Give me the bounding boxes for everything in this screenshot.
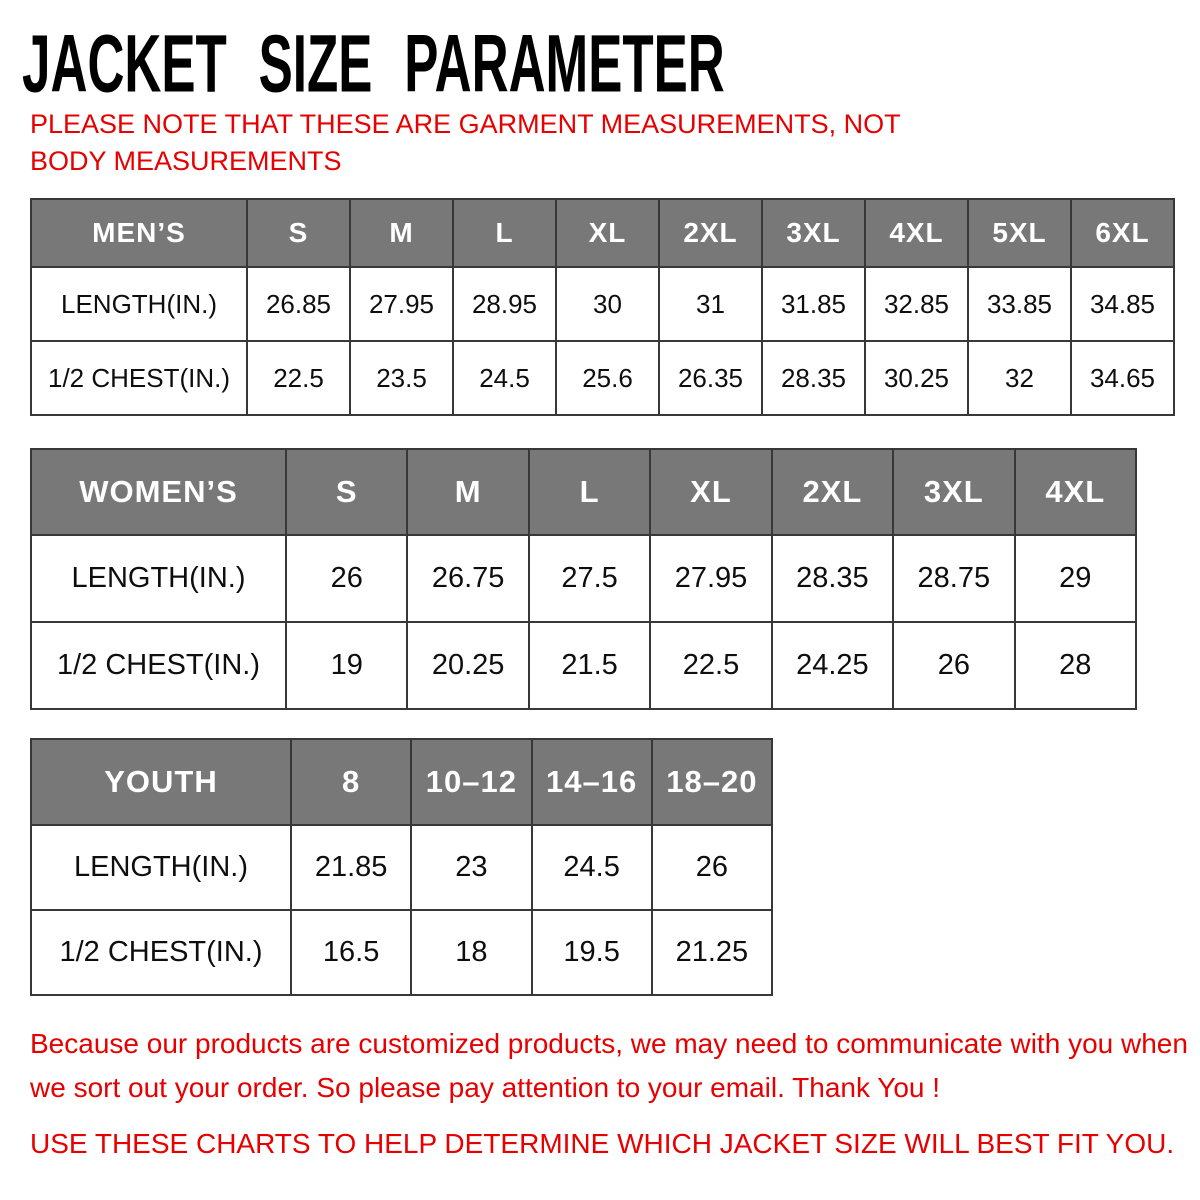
mens-size-table <box>30 198 1175 416</box>
mens-header-row <box>31 199 1174 267</box>
size-value-cell: 31.85 <box>762 267 865 341</box>
womens-size-column-header: 3XL <box>893 449 1014 535</box>
size-value-cell: 23 <box>411 825 531 910</box>
youth-size-column-header: 14–16 <box>532 739 652 825</box>
womens-table-row <box>31 535 1136 622</box>
size-value-cell: 22.5 <box>650 622 771 709</box>
mens-size-column-header: S <box>247 199 350 267</box>
mens-size-column-header: 3XL <box>762 199 865 267</box>
womens-size-table <box>30 448 1137 710</box>
size-value-cell: 32 <box>968 341 1071 415</box>
youth-size-column-header: 18–20 <box>652 739 772 825</box>
mens-size-column-header: 4XL <box>865 199 968 267</box>
youth-size-column-header: 10–12 <box>411 739 531 825</box>
youth-table-row <box>31 910 772 995</box>
size-value-cell: 24.5 <box>453 341 556 415</box>
youth-header-row <box>31 739 772 825</box>
size-value-cell: 27.95 <box>650 535 771 622</box>
size-value-cell: 16.5 <box>291 910 411 995</box>
size-value-cell: 28.35 <box>772 535 893 622</box>
youth-size-column-header: 8 <box>291 739 411 825</box>
mens-size-column-header: XL <box>556 199 659 267</box>
mens-size-column-header: 5XL <box>968 199 1071 267</box>
measurement-row-label: 1/2 CHEST(IN.) <box>31 341 247 415</box>
size-value-cell: 30.25 <box>865 341 968 415</box>
size-value-cell: 26 <box>652 825 772 910</box>
womens-size-column-header: L <box>529 449 650 535</box>
mens-table-row <box>31 267 1174 341</box>
size-value-cell: 18 <box>411 910 531 995</box>
page-title: JACKET SIZE PARAMETER <box>22 17 725 110</box>
size-value-cell: 26.85 <box>247 267 350 341</box>
size-value-cell: 28 <box>1015 622 1136 709</box>
size-value-cell: 25.6 <box>556 341 659 415</box>
measurement-row-label: 1/2 CHEST(IN.) <box>31 622 286 709</box>
size-value-cell: 27.95 <box>350 267 453 341</box>
womens-table-row <box>31 622 1136 709</box>
size-value-cell: 23.5 <box>350 341 453 415</box>
womens-size-column-header: 4XL <box>1015 449 1136 535</box>
size-value-cell: 21.25 <box>652 910 772 995</box>
mens-size-column-header: L <box>453 199 556 267</box>
size-value-cell: 31 <box>659 267 762 341</box>
size-value-cell: 22.5 <box>247 341 350 415</box>
womens-header-row <box>31 449 1136 535</box>
youth-size-table <box>30 738 773 996</box>
youth-table-row <box>31 825 772 910</box>
size-value-cell: 26 <box>893 622 1014 709</box>
custom-products-note: Because our products are customized products, we may need to communicate with you when we sort out your order. So please pay attention to your email. Thank You ! <box>30 1028 1188 1103</box>
size-value-cell: 24.5 <box>532 825 652 910</box>
size-value-cell: 21.85 <box>291 825 411 910</box>
fit-advice-note: USE THESE CHARTS TO HELP DETERMINE WHICH JACKET SIZE WILL BEST FIT YOU. <box>30 1128 1175 1159</box>
size-value-cell: 24.25 <box>772 622 893 709</box>
mens-table-row <box>31 341 1174 415</box>
size-value-cell: 28.95 <box>453 267 556 341</box>
womens-size-column-header: 2XL <box>772 449 893 535</box>
size-value-cell: 21.5 <box>529 622 650 709</box>
mens-size-column-header: M <box>350 199 453 267</box>
size-value-cell: 19.5 <box>532 910 652 995</box>
mens-size-column-header: 6XL <box>1071 199 1174 267</box>
womens-size-column-header: M <box>407 449 528 535</box>
size-value-cell: 19 <box>286 622 407 709</box>
size-value-cell: 33.85 <box>968 267 1071 341</box>
size-value-cell: 30 <box>556 267 659 341</box>
size-value-cell: 26 <box>286 535 407 622</box>
size-value-cell: 28.75 <box>893 535 1014 622</box>
size-value-cell: 20.25 <box>407 622 528 709</box>
mens-size-column-header: 2XL <box>659 199 762 267</box>
womens-size-column-header: S <box>286 449 407 535</box>
garment-measurement-note: PLEASE NOTE THAT THESE ARE GARMENT MEASUREMENTS, NOT BODY MEASUREMENTS <box>30 109 901 176</box>
measurement-row-label: 1/2 CHEST(IN.) <box>31 910 291 995</box>
size-value-cell: 32.85 <box>865 267 968 341</box>
measurement-row-label: LENGTH(IN.) <box>31 825 291 910</box>
size-value-cell: 34.85 <box>1071 267 1174 341</box>
youth-group-header: YOUTH <box>31 739 291 825</box>
mens-group-header: MEN’S <box>31 199 247 267</box>
size-value-cell: 28.35 <box>762 341 865 415</box>
measurement-row-label: LENGTH(IN.) <box>31 535 286 622</box>
womens-group-header: WOMEN’S <box>31 449 286 535</box>
size-value-cell: 29 <box>1015 535 1136 622</box>
womens-size-column-header: XL <box>650 449 771 535</box>
size-value-cell: 26.35 <box>659 341 762 415</box>
size-value-cell: 34.65 <box>1071 341 1174 415</box>
size-value-cell: 27.5 <box>529 535 650 622</box>
measurement-row-label: LENGTH(IN.) <box>31 267 247 341</box>
size-value-cell: 26.75 <box>407 535 528 622</box>
